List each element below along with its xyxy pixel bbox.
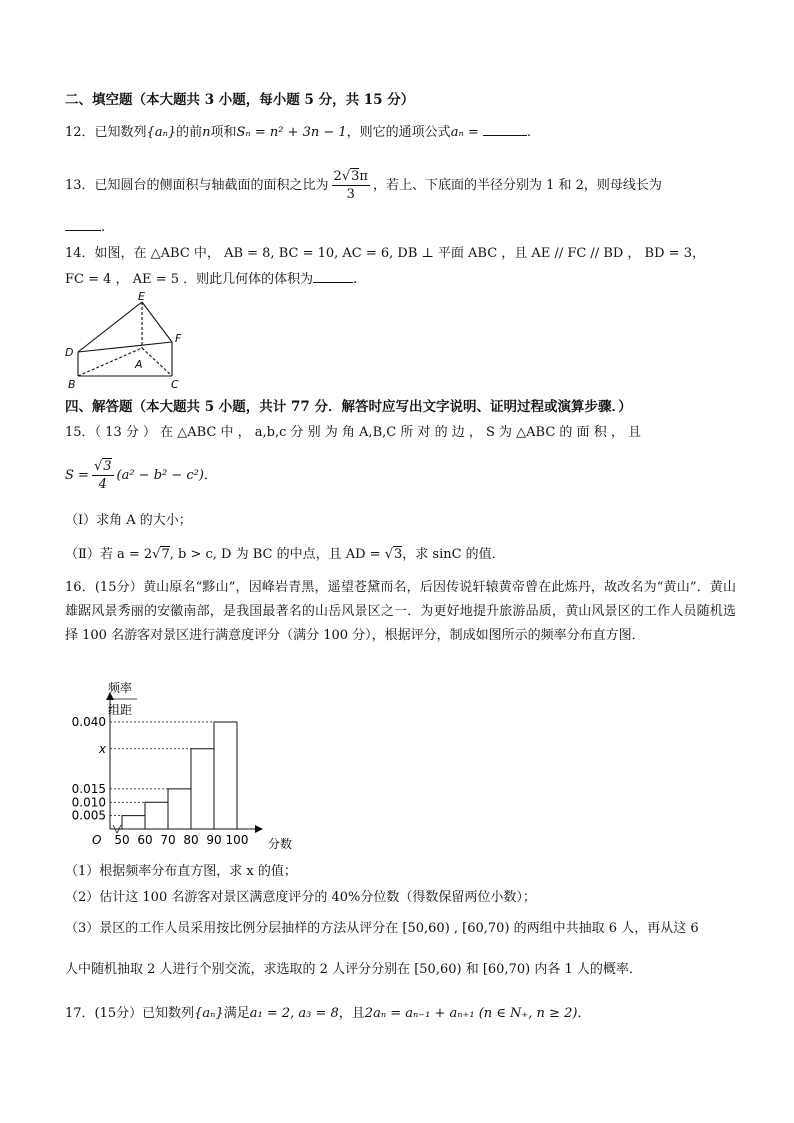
- question-16-part3-line2: 人中随机抽取 2 人进行个别交流，求选取的 2 人评分分别在 [50,60) 和 [60,70) 内各 1 人的概率．: [65, 962, 642, 977]
- section-2-title: 二、填空题（本大题共 3 小题，每小题 5 分，共 15 分）: [65, 92, 415, 108]
- label-A: A: [135, 358, 143, 371]
- label-E: E: [138, 292, 145, 303]
- y-axis-label-top: 频率: [108, 681, 133, 695]
- x-axis-label: 分数: [268, 837, 293, 850]
- x-axis-arrow: [255, 825, 263, 833]
- y-tick-label: 0.010: [71, 795, 106, 810]
- histogram-bar: [214, 722, 237, 829]
- question-12: 12．已知数列{aₙ}的前n项和Sₙ = n² + 3n − 1，则它的通项公式aₙ = .: [65, 125, 532, 140]
- y-tick-label: 0.015: [71, 781, 106, 796]
- q13-fraction: $\frac{2√3\pi}{3}$: [333, 169, 368, 202]
- question-16-text: 16．(15分）黄山原名“黟山”，因峰岩青黑，遥望苍黛而名，后因传说轩辕黄帝曾在此炼丹，故改名为“黄山”．黄山雄踞风景秀丽的安徽南部，是我国最著名的山岳风景区之一．为更好地提升旅游品质，黄山风景区的工作人员随机选择 100 名游客对景区进行满意度评分（满分 100 分），根据评分，制成如图所示的频率分布直方图．: [65, 580, 736, 643]
- answer-blank-14[interactable]: [313, 270, 353, 283]
- x-tick-label: 80: [183, 833, 199, 847]
- question-16-part2: （2）估计这 100 名游客对景区满意度评分的 40%分位数（得数保留两位小数）；: [65, 890, 536, 905]
- question-13: 13．已知圆台的侧面积与轴截面的面积之比为 $\frac{2√3\pi}{3}$ ，若上、下底面的半径分别为 1 和 2，则母线长为: [65, 169, 662, 202]
- label-B: B: [68, 378, 76, 391]
- histogram-bar: [122, 816, 145, 829]
- question-14-line1: 14．如图，在 △ABC 中， AB = 8, BC = 10, AC = 6, DB ⊥ 平面 ABC ，且 AE // FC // BD ， BD = 3，: [65, 246, 705, 261]
- question-13-blank-line: .: [65, 218, 736, 238]
- histogram-bar: [145, 802, 168, 829]
- answer-blank-12[interactable]: [483, 123, 527, 136]
- question-16-part1: （1）根据频率分布直方图，求 x 的值；: [65, 864, 297, 879]
- y-axis-label-bottom: 组距: [108, 703, 133, 717]
- frequency-histogram: [60, 676, 300, 850]
- x-tick-label: 90: [206, 833, 222, 847]
- section-4-title: 四、解答题（本大题共 5 小题，共计 77 分．解答时应写出文字说明、证明过程或演算步骤．）: [65, 399, 632, 415]
- question-17: 17．(15分）已知数列{aₙ}满足a₁ = 2, a₃ = 8，且2aₙ = aₙ₋₁ + aₙ₊₁ (n ∈ N₊, n ≥ 2)．: [65, 1006, 591, 1021]
- y-tick-label: 0.005: [71, 808, 106, 823]
- edge-AC: [142, 348, 172, 376]
- edge-DE: [78, 302, 142, 352]
- question-15-part2: （Ⅱ）若 a = 2√7, b > c, D 为 BC 的中点，且 AD = √3，求 sinC 的值．: [65, 547, 505, 562]
- origin-label: O: [92, 833, 102, 847]
- edge-AB: [78, 348, 142, 376]
- label-C: C: [171, 378, 179, 391]
- question-15-part1: （Ⅰ）求角 A 的大小；: [65, 513, 192, 528]
- x-tick-label: 100: [225, 833, 249, 847]
- q14-solid-figure: [60, 292, 190, 392]
- x-tick-label: 50: [114, 833, 130, 847]
- label-F: F: [175, 332, 182, 345]
- question-14-line2: FC = 4 ， AE = 5 ．则此几何体的体积为 .: [65, 272, 358, 287]
- label-D: D: [65, 346, 74, 359]
- y-tick-label: x: [98, 741, 106, 756]
- histogram-bar: [191, 749, 214, 829]
- x-tick-label: 60: [137, 833, 153, 847]
- edge-DF: [78, 342, 172, 352]
- question-15-line1: 15．（ 13 分 ） 在 △ABC 中 ， a,b,c 分 别 为 角 A,B,C 所 对 的 边 ， S 为 △ABC 的 面 积 ， 且: [65, 425, 641, 440]
- edge-EF: [142, 302, 172, 342]
- question-15-formula: S = $\frac{√3}{4}$ (a² − b² − c²)．: [65, 459, 217, 492]
- x-tick-label: 70: [160, 833, 176, 847]
- answer-blank-13[interactable]: [65, 218, 101, 231]
- histogram-bar: [168, 789, 191, 829]
- q12-formula: Sₙ = n² + 3n − 1: [236, 125, 347, 140]
- y-tick-label: 0.040: [71, 715, 106, 729]
- question-16-part3-line1: （3）景区的工作人员采用按比例分层抽样的方法从评分在 [50,60) , [60,70) 的两组中共抽取 6 人，再从这 6: [65, 921, 699, 936]
